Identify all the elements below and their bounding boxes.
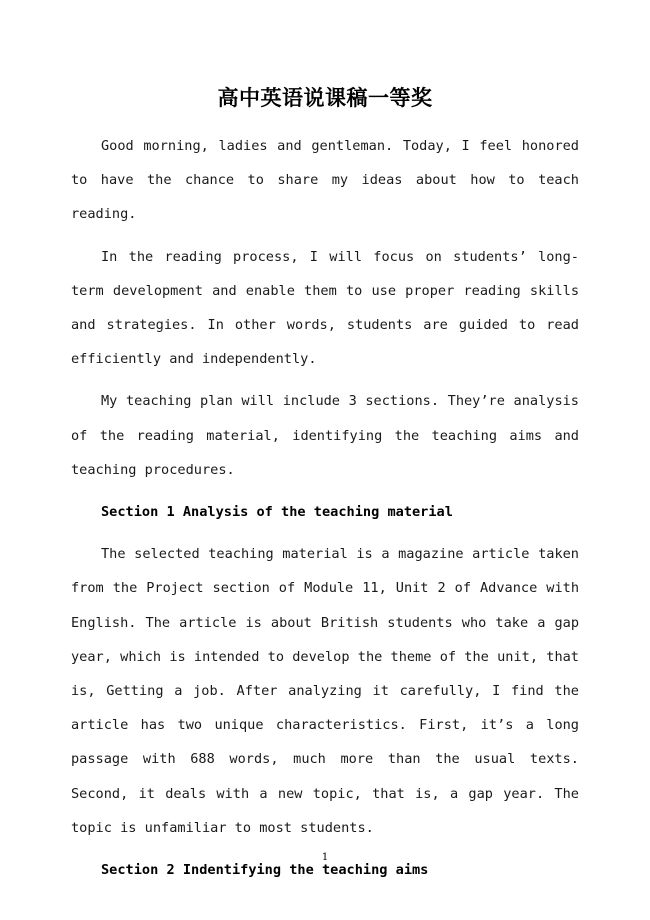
paragraph-greeting: Good morning, ladies and gentleman. Today, I feel honored to have the chance to share my ideas about how to teach reading. — [71, 138, 579, 223]
document-title: 高中英语说课稿一等奖 — [217, 86, 433, 110]
paragraph-reading-process: In the reading process, I will focus on students’ long-term development and enable them to use proper reading skills and strategies. In other words, students are guided to read efficiently and independently. — [71, 248, 579, 368]
section-1-heading: Section 1 Analysis of the teaching material — [101, 504, 453, 521]
page-number: 1 — [321, 852, 329, 863]
document-body — [71, 129, 579, 895]
paragraph-teaching-plan: My teaching plan will include 3 sections. They’re analysis of the reading material, identifying the teaching aims and teaching procedures. — [71, 393, 579, 478]
section-2-heading: Section 2 Indentifying the teaching aims — [101, 862, 429, 879]
paragraph-section-1: The selected teaching material is a magazine article taken from the Project section of Module 11, Unit 2 of Advance with English. The article is about British students who take a gap year, which is intended to develop the theme of the unit, that is, Getting a job. After analyzing it carefully, I find the article has two unique characteristics. First, it’s a long passage with 688 words, much more than the usual texts. Second, it deals with a new topic, that is, a gap year. The topic is unfamiliar to most students. — [71, 546, 579, 836]
